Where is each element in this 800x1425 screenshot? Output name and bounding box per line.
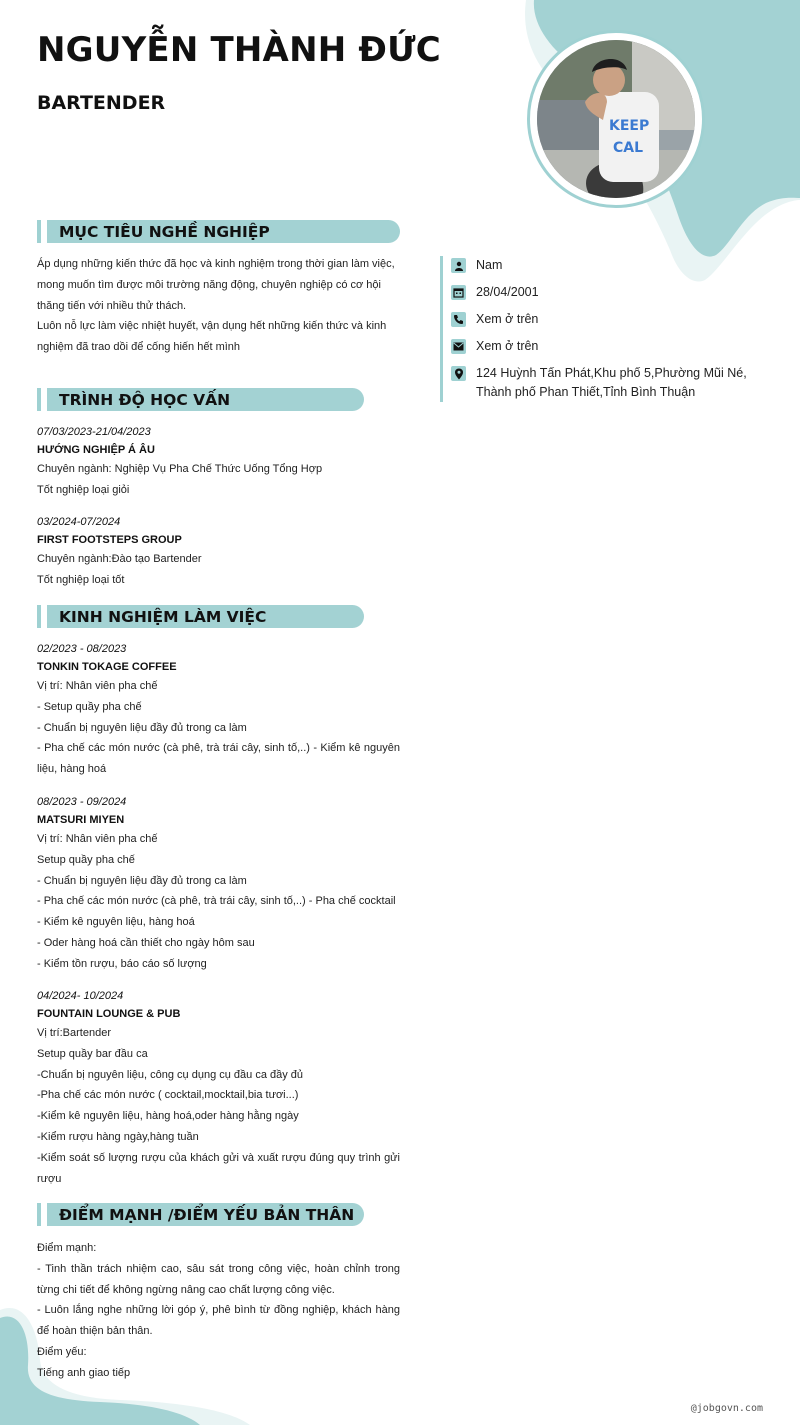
strengths-heading-label: ĐIỂM MẠNH /ĐIỂM YẾU BẢN THÂN [47,1203,364,1226]
contact-address-text: 124 Huỳnh Tấn Phát,Khu phố 5,Phường Mũi Né, Thành phố Phan Thiết,Tỉnh Bình Thuận [476,366,747,399]
experience-entry [37,987,400,1189]
entry-line: Setup quầy bar đầu ca [37,1047,148,1060]
entry-line: -Kiểm rượu hàng ngày,hàng tuần [37,1130,199,1143]
strengths-line: - Luôn lắng nghe những lời góp ý, phê bình từ đồng nghiệp, khách hàng để hoàn thiện bản thân. [37,1304,400,1338]
entry-line: Vị trí: Nhân viên pha chế [37,833,158,845]
contact-birthday [451,283,770,302]
objective-line: Luôn nỗ lực làm việc nhiệt huyết, vận dụng hết những kiến thức và kinh nghiệm đã trao dồi để cống hiến hết mình [37,320,387,354]
strengths-line: - Tinh thần trách nhiệm cao, sâu sát trong công việc, hoàn chỉnh trong từng chi tiết để không ngừng nâng cao chất lượng công việc. [37,1262,400,1296]
entry-line: Vị trí:Bartender [37,1027,111,1039]
entry-line: -Kiểm kê nguyên liệu, hàng hoá,oder hàng hằng ngày [37,1110,299,1123]
location-pin-icon [451,366,466,381]
profile-photo-frame [527,30,705,208]
contact-address [451,364,770,402]
profile-photo [537,40,695,198]
entry-line: - Pha chế các món nước (cà phê, trà trái cây, sinh tố,..) - Kiểm kê nguyên liệu, hàng hoá [37,742,400,776]
person-icon [451,258,466,273]
entry-line: Chuyên ngành: Nghiệp Vụ Pha Chế Thức Uống Tổng Hợp [37,463,323,475]
objective-heading [37,220,400,243]
entry-date: 02/2023 - 08/2023 [37,643,127,655]
entry-line: - Oder hàng hoá cần thiết cho ngày hôm sau [37,936,255,949]
entry-organization: HƯỚNG NGHIỆP Á ÂU [37,444,155,456]
entry-organization: MATSURI MIYEN [37,814,125,826]
education-entry [37,513,400,591]
phone-icon [451,312,466,327]
entry-line: - Kiểm tồn rượu, báo cáo số lượng [37,957,207,970]
entry-line: - Kiểm kê nguyên liệu, hàng hoá [37,916,195,929]
contact-info [440,256,770,402]
entry-date: 03/2024-07/2024 [37,516,121,528]
entry-date: 08/2023 - 09/2024 [37,796,127,808]
entry-line: Tốt nghiệp loại giỏi [37,483,130,496]
entry-line: Chuyên ngành:Đào tạo Bartender [37,553,202,565]
entry-line: Tốt nghiệp loại tốt [37,573,125,586]
mail-icon [451,339,466,354]
contact-email [451,337,770,356]
education-entry [37,423,400,501]
footer-watermark: @jobgovn.com [690,1403,763,1414]
entry-line: - Chuẩn bị nguyên liệu đầy đủ trong ca làm [37,721,247,734]
strengths-heading [37,1203,364,1226]
entry-organization: FOUNTAIN LOUNGE & PUB [37,1008,181,1020]
contact-birthday-text: 28/04/2001 [476,285,539,299]
education-heading-label: TRÌNH ĐỘ HỌC VẤN [47,388,364,411]
calendar-icon [451,285,466,300]
objective-heading-label: MỤC TIÊU NGHỀ NGHIỆP [47,220,400,243]
experience-entry [37,793,400,975]
strengths-line: Tiếng anh giao tiếp [37,1366,131,1379]
experience-entry [37,640,400,780]
strengths-line: Điểm mạnh: [37,1242,97,1254]
entry-line: -Chuẩn bị nguyên liệu, công cụ dụng cụ đầu ca đầy đủ [37,1068,304,1081]
entry-line: -Kiểm soát số lượng rượu của khách gửi và xuất rượu đúng quy trình gửi rượu [37,1151,400,1185]
contact-phone [451,310,770,329]
education-heading [37,388,364,411]
contact-gender [451,256,770,275]
entry-line: - Chuẩn bị nguyên liệu đầy đủ trong ca làm [37,874,247,887]
contact-gender-text: Nam [476,258,503,272]
contact-email-text: Xem ở trên [476,339,539,353]
candidate-name: NGUYỄN THÀNH ĐỨC [37,30,441,70]
strengths-line: Điểm yếu: [37,1345,87,1358]
contact-phone-text: Xem ở trên [476,312,539,326]
strengths-text [37,1238,400,1384]
svg-text:CAL: CAL [613,140,644,156]
entry-line: - Pha chế các món nước (cà phê, trà trái cây, sinh tố,..) - Pha chế cocktail [37,895,396,908]
entry-line: - Setup quầy pha chế [37,700,142,713]
entry-organization: FIRST FOOTSTEPS GROUP [37,534,182,546]
entry-organization: TONKIN TOKAGE COFFEE [37,661,177,673]
entry-date: 04/2024- 10/2024 [37,990,124,1002]
svg-text:KEEP: KEEP [609,118,650,134]
job-title: BARTENDER [37,92,166,114]
experience-heading-label: KINH NGHIỆM LÀM VIỆC [47,605,364,628]
objective-line: Áp dụng những kiến thức đã học và kinh nghiệm trong thời gian làm việc, mong muốn tìm được môi trường năng động, chuyên nghiệp có cơ hội thăng tiến với nhiều thử thách. [37,258,395,312]
entry-line: -Pha chế các món nước ( cocktail,mocktail,bia tươi...) [37,1089,299,1102]
entry-line: Setup quầy pha chế [37,853,135,866]
entry-line: Vị trí: Nhân viên pha chế [37,680,158,692]
experience-heading [37,605,364,628]
objective-text [37,254,400,358]
entry-date: 07/03/2023-21/04/2023 [37,426,151,438]
